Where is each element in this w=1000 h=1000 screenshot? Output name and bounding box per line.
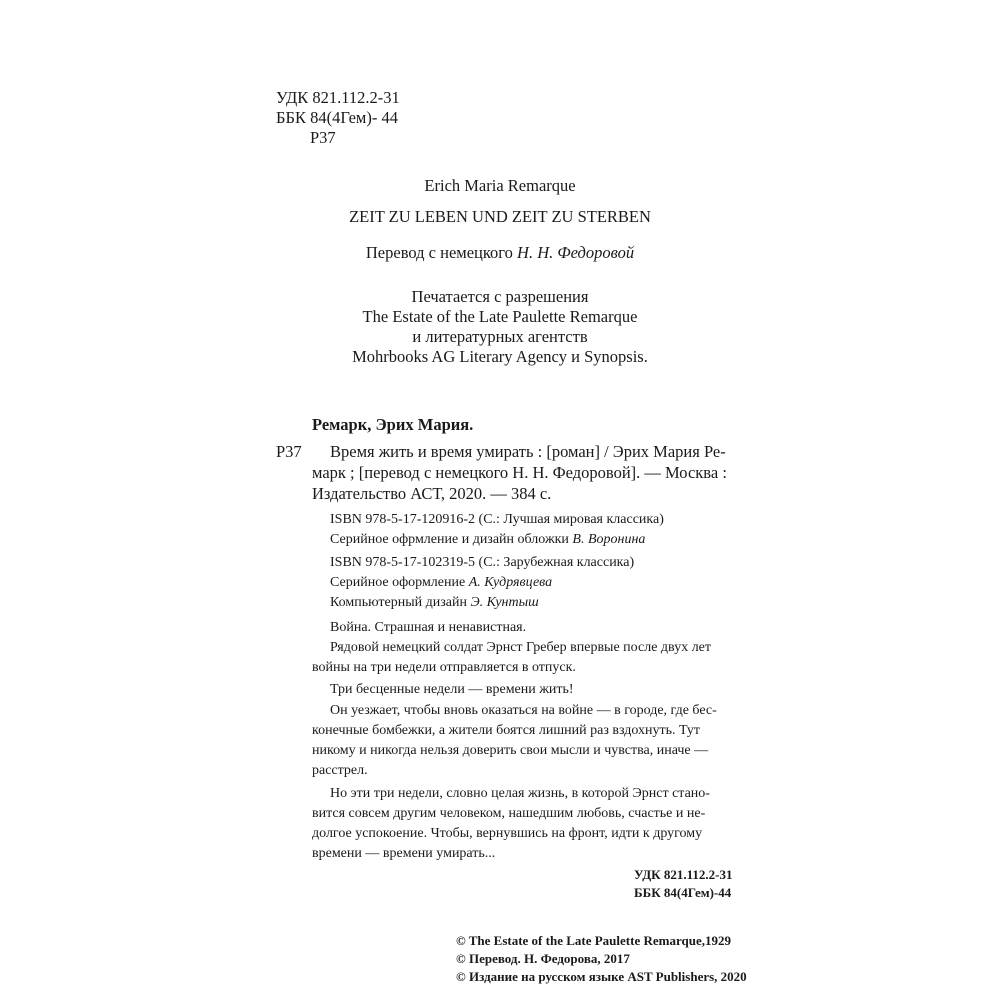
copyright-line: © Издание на русском языке AST Publishers, 2020 [456,969,747,984]
record-line: марк ; [перевод с немецкого Н. Н. Федоровой]. — Москва : [312,463,727,482]
annotation-line: долгое успокоение. Чтобы, вернувшись на фронт, идти к другому [312,826,703,841]
designer-name: В. Воронина [572,532,646,547]
annotation-line: Он уезжает, чтобы вновь оказаться на войне — в городе, где бес- [330,703,717,718]
computer-design-credit [330,593,539,614]
annotation-line: расстрел. [312,763,368,778]
computer-designer-name: Э. Кунтыш [470,595,539,610]
original-author: Erich Maria Remarque [424,176,576,195]
annotation-line: никому и никогда нельзя доверить свои мысли и чувства, иначе — [312,743,709,758]
annotation-line: Три бесценные недели — времени жить! [330,682,574,697]
isbn-line: ISBN 978-5-17-102319-5 (С.: Зарубежная классика) [330,555,635,570]
series-prefix: Серийное оформление [330,575,469,590]
annotation-line: времени — времени умирать... [312,846,496,861]
original-title: ZEIT ZU LEBEN UND ZEIT ZU STERBEN [349,207,651,226]
series-designer-name: А. Кудрявцева [468,575,553,590]
annotation-line: войны на три недели отправляется в отпуск. [312,660,576,675]
design-prefix: Серийное офрмление и дизайн обложки [330,532,573,547]
record-line: Издательство АСТ, 2020. — 384 с. [312,484,552,503]
permission-line: и литературных агентств [412,327,588,346]
design-credit [330,530,645,551]
copyright-line: © The Estate of the Late Paulette Remarque,1929 [456,933,731,948]
annotation-line: вится совсем другим человеком, нашедшим любовь, счастье и не- [312,806,706,821]
annotation-line: Война. Страшная и ненавистная. [330,620,527,635]
footer-udk: УДК 821.112.2-31 [634,867,733,882]
translation-prefix: Перевод с немецкого [365,243,518,262]
udk-code: УДК 821.112.2-31 [276,88,400,107]
annotation-line: конечные бомбежки, а жители боятся лишний раз вздохнуть. Тут [312,723,700,738]
bbk-code: ББК 84(4Гем)- 44 [276,108,398,127]
footer-bbk: ББК 84(4Гем)-44 [634,885,732,900]
computer-prefix: Компьютерный дизайн [330,595,471,610]
translator-name: Н. Н. Федоровой [517,243,635,262]
author-sign: Р37 [310,128,336,147]
translation-credit [0,243,1000,263]
permission-line: Печатается с разрешения [411,287,589,306]
annotation-line: Рядовой немецкий солдат Эрнст Гребер впервые после двух лет [330,640,712,655]
annotation-line: Но эти три недели, словно целая жизнь, в которой Эрнст стано- [330,786,710,801]
record-line: Время жить и время умирать : [роман] / Эрих Мария Ре- [330,442,726,461]
isbn-line: ISBN 978-5-17-120916-2 (С.: Лучшая мировая классика) [330,512,664,527]
record-heading: Ремарк, Эрих Мария. [312,415,474,434]
copyright-line: © Перевод. Н. Федорова, 2017 [456,951,630,966]
record-code: Р37 [276,442,302,461]
series-design-credit [330,573,552,594]
permission-line: The Estate of the Late Paulette Remarque [362,307,638,326]
permission-line: Mohrbooks AG Literary Agency и Synopsis. [352,347,648,366]
